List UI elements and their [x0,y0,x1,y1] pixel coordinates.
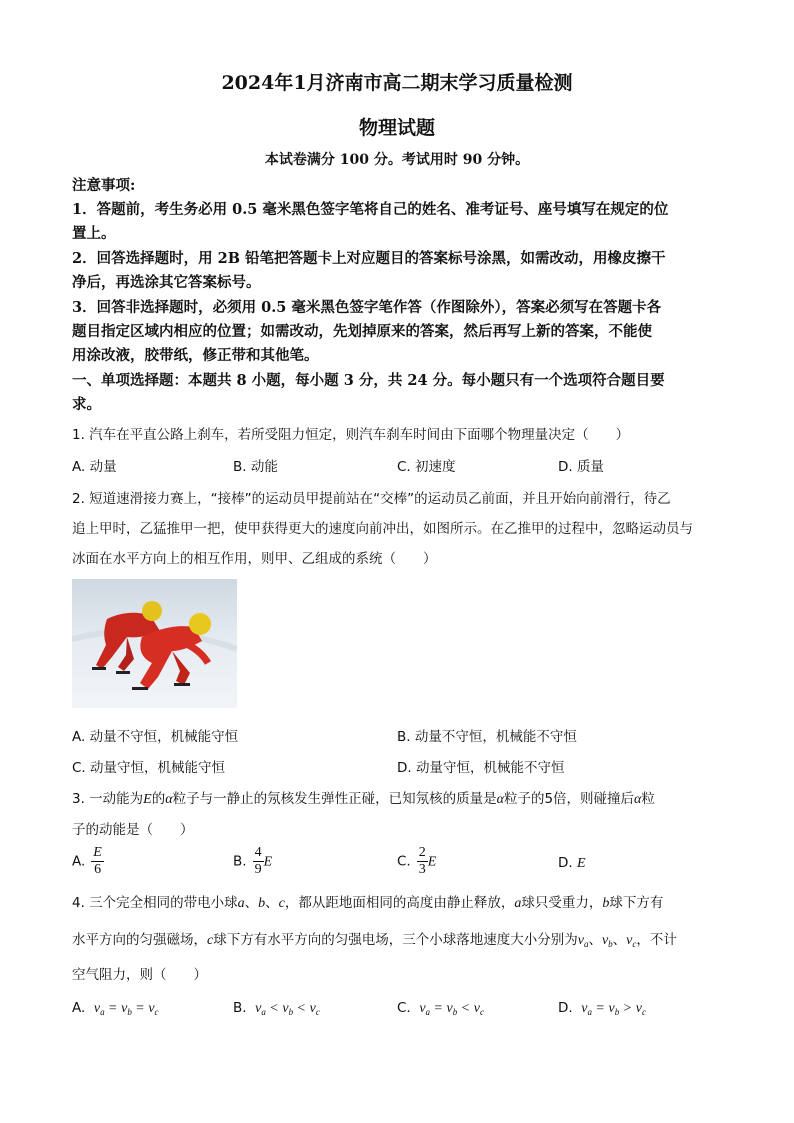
q2-option-b: B. 动量不守恒，机械能不守恒 [397,729,577,745]
question-4-stem: 4. 三个完全相同的带电小球a、b、c，都从距地面相同的高度由静止释放，a球只受重力，b球下方有 [72,895,664,911]
exam-title: 2024年1月济南市高二期末学习质量检测 [221,72,573,94]
q2-option-a: A. 动量不守恒，机械能守恒 [72,729,239,745]
q4-option-c: C. $v_a = v_b < v_c$ [397,1000,484,1017]
notice-line: 题目指定区域内相应的位置；如需改动，先划掉原来的答案，然后再写上新的答案，不能使 [72,323,652,340]
q3-option-c: C. $\frac{2}{3}$ E [397,845,437,877]
q4-option-d: D. $v_a = v_b > v_c$ [558,1000,646,1017]
notice-heading: 注意事项: [72,177,136,194]
skaters-photo [72,579,237,708]
q2-option-d: D. 动量守恒，机械能不守恒 [397,760,565,776]
question-1-stem: 1. 汽车在平直公路上刹车，若所受阻力恒定，则汽车刹车时间由下面哪个物理量决定（ ） [72,427,630,443]
q1-option-d: D. 质量 [558,459,604,475]
notice-line: 3．回答非选择题时，必须用 0.5 毫米黑色签字笔作答（作图除外），答案必须写在答题卡各 [72,299,662,316]
notice-line: 置上。 [72,225,116,242]
q3-option-b: B. $\frac{4}{9}$ E [233,845,273,877]
question-4-stem: 空气阻力，则（ ） [72,967,207,983]
notice-line: 用涂改液，胶带纸，修正带和其他笔。 [72,347,319,364]
q4-option-a: A. $v_a = v_b = v_c$ [72,1000,159,1017]
q1-option-c: C. 初速度 [397,459,456,475]
q1-option-b: B. 动能 [233,459,278,475]
q3-option-a: A. $\frac{E}{6}$ [72,845,102,877]
q1-option-a: A. 动量 [72,459,117,475]
q3-option-d: D. E [558,855,586,871]
notice-line: 2．回答选择题时，用 2B 铅笔把答题卡上对应题目的答案标号涂黑，如需改动，用橡皮擦干 [72,250,666,267]
subject-title: 物理试题 [358,117,435,139]
question-2-stem: 冰面在水平方向上的相互作用，则甲、乙组成的系统（ ） [72,551,437,567]
notice-line: 1．答题前，考生务必用 0.5 毫米黑色签字笔将自己的姓名、准考证号、座号填写在规定的位 [72,201,669,218]
question-4-stem: 水平方向的匀强磁场，c球下方有水平方向的匀强电场，三个小球落地速度大小分别为$v_a$、$v_b$、$v_c$，不计 [72,932,677,949]
question-2-stem: 追上甲时，乙猛推甲一把，使甲获得更大的速度向前冲出，如图所示。在乙推甲的过程中，忽略运动员与 [72,521,693,537]
question-2-stem: 2. 短道速滑接力赛上，“接棒”的运动员甲提前站在“交棒”的运动员乙前面，并且开始向前滑行，待乙 [72,491,671,507]
notice-line: 净后，再选涂其它答案标号。 [72,274,261,291]
question-3-stem: 3. 一动能为E的α粒子与一静止的氖核发生弹性正碰，已知氖核的质量是α粒子的5倍，则碰撞后α粒 [72,791,655,807]
exam-info: 本试卷满分 100 分。考试用时 90 分钟。 [264,152,530,168]
q4-option-b: B. $v_a < v_b < v_c$ [233,1000,320,1017]
q2-option-c: C. 动量守恒，机械能守恒 [72,760,226,776]
question-3-stem: 子的动能是（ ） [72,822,194,838]
section-heading: 一、单项选择题：本题共 8 小题，每小题 3 分，共 24 分。每小题只有一个选项符合题目要 [72,372,665,389]
section-heading: 求。 [72,396,101,413]
